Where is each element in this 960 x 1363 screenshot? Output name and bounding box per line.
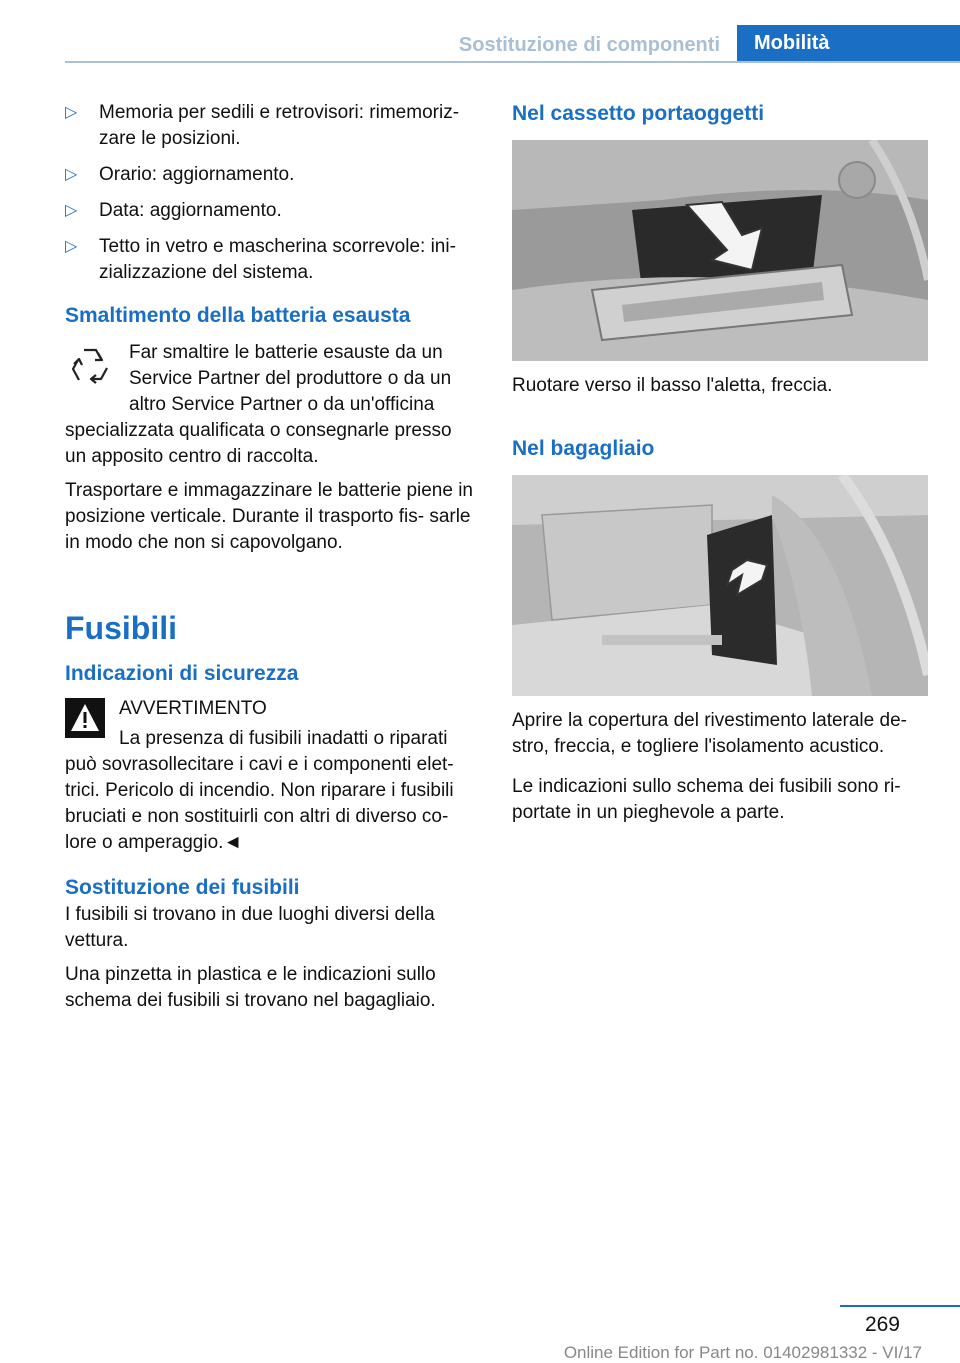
warning-title: AVVERTIMENTO [119,698,267,719]
list-item: ▷ Tetto in vetro e mascherina scorrevole: ini‐ zializzazione del sistema. [65,236,456,283]
replace-fuses-heading: Sostituzione dei fusibili [65,876,300,899]
right-column [512,100,930,826]
header-chapter-tab: Mobilità [737,25,960,62]
glovebox-caption: Ruotare verso il basso l'aletta, freccia. [512,375,833,396]
fuse-chart-note: Le indicazioni sullo schema dei fusibili sono ri‐ portate in un pieghevole a parte. [512,776,901,823]
list-item: ▷ Orario: aggiornamento. [65,162,477,188]
trunk-caption: Aprire la copertura del rivestimento laterale de‐ stro, freccia, e togliere l'isolamento acustico. [512,710,907,757]
fuse-locations-text: I fusibili si trovano in due luoghi diversi della vettura. [65,904,435,951]
fuses-title: Fusibili [65,610,177,646]
header-divider [65,61,960,63]
warning-icon [65,698,105,738]
glovebox-photo [512,140,928,361]
trunk-photo [512,475,928,696]
glovebox-heading: Nel cassetto portaoggetti [512,102,765,125]
list-item: ▷ Memoria per sedili e retrovisori: rimemoriz‐ zare le posizioni. [65,102,460,149]
bullet-list [65,100,477,286]
battery-transport-text: Trasportare e immagazzinare le batterie piene in posizione verticale. Durante il trasporto fis‐ sarle in modo che non si capovolgano. [65,480,473,553]
triangle-bullet-icon: ▷ [65,104,78,121]
triangle-bullet-icon: ▷ [65,166,78,183]
battery-disposal-heading: Smaltimento della batteria esausta [65,304,411,327]
edition-note: Online Edition for Part no. 01402981332 - VI/17 [563,1343,922,1362]
warning-text: La presenza di fusibili inadatti o riparati può sovrasollecitare i cavi e i componenti elet‐ trici. Pericolo di incendio. Non riparare i fusibili bruciati e non sostituirli con altri di diverso co‐ lore o amperaggio.◄ [65,728,454,853]
left-column [65,100,477,1014]
page-number: 269 [864,1313,900,1336]
triangle-bullet-icon: ▷ [65,202,78,219]
trunk-heading: Nel bagagliaio [512,437,655,460]
footer-divider [840,1305,960,1307]
header-section-title: Sostituzione di componenti [458,34,720,56]
fuse-tweezers-text: Una pinzetta in plastica e le indicazioni sullo schema dei fusibili si trovano nel bagagliaio. [65,964,436,1011]
battery-disposal-text: Far smaltire le batterie esauste da un Service Partner del produttore o da un altro Service Partner o da un'officina specializzata qualificata o consegnarle presso un apposito centro di raccolta. [65,342,452,467]
battery-disposal-block [65,340,477,470]
safety-heading: Indicazioni di sicurezza [65,662,299,685]
warning-block [65,696,477,856]
recycle-icon [65,342,115,392]
list-item: ▷ Data: aggiornamento. [65,198,477,224]
triangle-bullet-icon: ▷ [65,238,78,255]
